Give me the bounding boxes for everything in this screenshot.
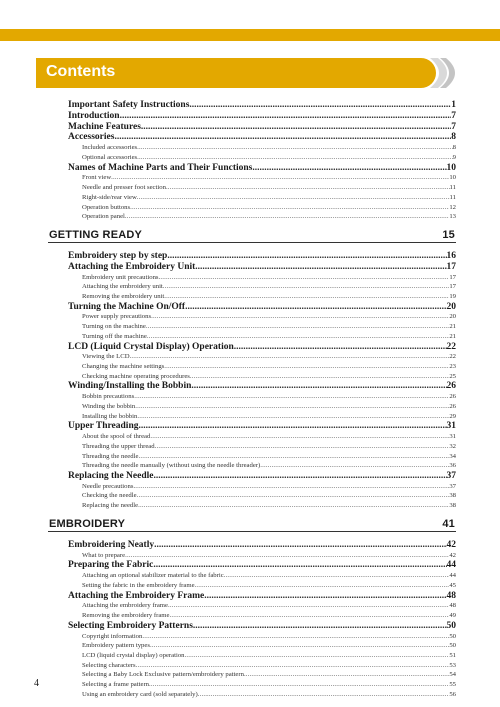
- dot-leader: [137, 491, 450, 501]
- dot-leader: [137, 153, 453, 163]
- dot-leader: [191, 381, 446, 392]
- toc-entry-title: Introduction: [68, 110, 120, 121]
- contents-header-band: [36, 58, 436, 88]
- toc-subentry-title: Using an embroidery card (sold separately): [82, 690, 198, 698]
- dot-leader: [195, 581, 450, 591]
- toc-entry-title: Attaching the Embroidery Unit: [68, 261, 196, 272]
- dot-leader: [163, 282, 450, 292]
- toc-subentry-page: 21: [449, 323, 456, 331]
- toc-subentry-title: Needle precautions: [82, 482, 134, 490]
- toc-subentry-title: Embroidery unit precautions: [82, 273, 159, 281]
- dot-leader: [141, 122, 451, 133]
- toc-entry-title: Upper Threading: [68, 421, 139, 432]
- toc-subentry[interactable]: [82, 661, 456, 671]
- toc-entry[interactable]: [68, 381, 456, 392]
- toc-subentry[interactable]: [82, 153, 456, 163]
- toc-subentry-page: 10: [449, 174, 456, 182]
- dot-leader: [137, 193, 450, 203]
- dot-leader: [224, 571, 450, 581]
- dot-leader: [154, 471, 447, 482]
- toc-subentry-title: Viewing the LCD: [82, 353, 130, 361]
- toc-subentry[interactable]: [82, 212, 456, 222]
- dot-leader: [260, 461, 449, 471]
- toc-subentry[interactable]: [82, 461, 456, 471]
- toc-subentry[interactable]: [82, 641, 456, 651]
- toc-entry-title: Winding/Installing the Bobbin: [68, 381, 192, 392]
- toc-subentry-page: 34: [449, 452, 456, 460]
- toc-subentry-page: 53: [449, 661, 456, 669]
- dot-leader: [252, 163, 446, 174]
- toc-entry[interactable]: [68, 122, 456, 133]
- page-title: Contents: [46, 63, 116, 80]
- toc-subentry[interactable]: [82, 392, 456, 402]
- dot-leader: [125, 551, 449, 561]
- dot-leader: [151, 312, 449, 322]
- dot-leader: [150, 432, 449, 442]
- toc-subentry-title: Turning off the machine: [82, 332, 147, 340]
- dot-leader: [168, 601, 449, 611]
- dot-leader: [193, 621, 447, 632]
- toc-entry[interactable]: [68, 540, 456, 551]
- toc-entry-title: LCD (Liquid Crystal Display) Operation: [68, 341, 234, 352]
- toc-subentry-page: 44: [449, 572, 456, 580]
- table-of-contents: [48, 100, 456, 699]
- toc-entry[interactable]: [68, 302, 456, 313]
- toc-subentry[interactable]: [82, 571, 456, 581]
- toc-entry-page: 10: [446, 162, 456, 173]
- dot-leader: [137, 143, 453, 153]
- toc-entry-page: 7: [451, 110, 456, 121]
- toc-subentry[interactable]: [82, 670, 456, 680]
- toc-subentry[interactable]: [82, 203, 456, 213]
- toc-entry[interactable]: [68, 591, 456, 602]
- dot-leader: [150, 641, 449, 651]
- dot-leader: [149, 680, 449, 690]
- toc-entry-page: 37: [446, 470, 456, 481]
- toc-subentry-page: 48: [449, 602, 456, 610]
- dot-leader: [198, 690, 450, 700]
- section-header[interactable]: [48, 518, 456, 532]
- toc-subentry[interactable]: [82, 312, 456, 322]
- toc-subentry[interactable]: [82, 611, 456, 621]
- toc-subentry-page: 19: [449, 292, 456, 300]
- dot-leader: [120, 111, 452, 122]
- toc-subentry-title: About the spool of thread: [82, 433, 151, 441]
- toc-entry-page: 8: [451, 132, 456, 143]
- dot-leader: [167, 251, 446, 262]
- toc-subentry-title: Removing the embroidery unit: [82, 292, 165, 300]
- toc-subentry-page: 23: [449, 363, 456, 371]
- dot-leader: [137, 412, 449, 422]
- toc-subentry-page: 20: [449, 313, 456, 321]
- toc-subentry-page: 49: [449, 612, 456, 620]
- toc-subentry-title: Selecting characters: [82, 661, 136, 669]
- toc-subentry-title: Operation buttons: [82, 203, 131, 211]
- toc-subentry-title: Threading the needle: [82, 452, 139, 460]
- toc-subentry[interactable]: [82, 352, 456, 362]
- toc-subentry[interactable]: [82, 332, 456, 342]
- toc-subentry-title: Threading the needle manually (without using the needle threader): [82, 462, 261, 470]
- toc-subentry[interactable]: [82, 402, 456, 412]
- dot-leader: [146, 322, 449, 332]
- toc-entry[interactable]: [68, 342, 456, 353]
- toc-subentry[interactable]: [82, 412, 456, 422]
- toc-subentry-title: Selecting a Baby Lock Exclusive pattern/embroidery pattern: [82, 671, 244, 679]
- dot-leader: [189, 100, 451, 111]
- toc-entry[interactable]: [68, 132, 456, 143]
- top-accent-bar: [0, 29, 500, 41]
- toc-subentry-page: 9: [452, 153, 456, 161]
- toc-subentry-title: Needle and presser foot section: [82, 184, 166, 192]
- toc-subentry[interactable]: [82, 482, 456, 492]
- toc-entry-page: 7: [451, 121, 456, 132]
- toc-subentry[interactable]: [82, 282, 456, 292]
- toc-subentry-page: 42: [449, 551, 456, 559]
- toc-subentry-page: 51: [449, 651, 456, 659]
- dot-leader: [155, 442, 450, 452]
- toc-entry-page: 17: [446, 261, 456, 272]
- toc-subentry[interactable]: [82, 551, 456, 561]
- toc-entry[interactable]: [68, 471, 456, 482]
- toc-entry-page: 16: [446, 250, 456, 261]
- toc-entry-page: 48: [446, 590, 456, 601]
- toc-entry[interactable]: [68, 621, 456, 632]
- toc-subentry-title: Attaching the embroidery unit: [82, 283, 163, 291]
- toc-entry-page: 26: [446, 381, 456, 392]
- toc-subentry-page: 38: [449, 502, 456, 510]
- toc-subentry-page: 38: [449, 492, 456, 500]
- dot-leader: [138, 421, 446, 432]
- toc-subentry[interactable]: [82, 193, 456, 203]
- toc-subentry-title: Setting the fabric in the embroidery frame: [82, 581, 195, 589]
- toc-subentry-title: Right-side/rear view: [82, 193, 137, 201]
- toc-entry-title: Attaching the Embroidery Frame: [68, 590, 205, 601]
- dot-leader: [147, 332, 449, 342]
- toc-subentry[interactable]: [82, 372, 456, 382]
- dot-leader: [204, 591, 446, 602]
- toc-subentry-page: 21: [449, 332, 456, 340]
- toc-subentry[interactable]: [82, 322, 456, 332]
- toc-subentry[interactable]: [82, 680, 456, 690]
- toc-subentry-title: What to prepare: [82, 551, 126, 559]
- toc-entry-page: 20: [446, 301, 456, 312]
- toc-subentry[interactable]: [82, 690, 456, 700]
- toc-entry-title: Embroidery step by step: [68, 250, 168, 261]
- toc-entry-title: Replacing the Needle: [68, 470, 154, 481]
- toc-subentry-page: 32: [449, 442, 456, 450]
- toc-entry-page: 1: [451, 100, 456, 110]
- toc-subentry[interactable]: [82, 143, 456, 153]
- dot-leader: [130, 203, 449, 213]
- header-swoosh-decoration: [428, 58, 464, 88]
- toc-entry-title: Selecting Embroidery Patterns: [68, 620, 193, 631]
- toc-subentry-title: Embroidery pattern types: [82, 642, 150, 650]
- toc-subentry[interactable]: [82, 362, 456, 372]
- dot-leader: [244, 670, 449, 680]
- toc-subentry-title: Power supply precautions: [82, 313, 152, 321]
- toc-entry-title: Preparing the Fabric: [68, 560, 154, 571]
- toc-subentry-title: LCD (liquid crystal display) operation: [82, 651, 185, 659]
- toc-subentry-page: 29: [449, 412, 456, 420]
- toc-subentry-title: Included accessories: [82, 144, 138, 152]
- toc-subentry-page: 17: [449, 283, 456, 291]
- section-title: GETTING READY: [49, 228, 143, 241]
- toc-subentry-title: Bobbin precautions: [82, 393, 135, 401]
- dot-leader: [138, 501, 449, 511]
- toc-subentry-page: 50: [449, 632, 456, 640]
- toc-subentry-page: 50: [449, 642, 456, 650]
- toc-subentry-page: 54: [449, 671, 456, 679]
- toc-subentry[interactable]: [82, 173, 456, 183]
- dot-leader: [166, 183, 450, 193]
- section-page: 41: [442, 517, 455, 530]
- toc-subentry-title: Turning on the machine: [82, 323, 146, 331]
- toc-entry[interactable]: [68, 100, 456, 111]
- dot-leader: [135, 402, 449, 412]
- toc-subentry[interactable]: [82, 452, 456, 462]
- toc-entry[interactable]: [68, 111, 456, 122]
- toc-subentry-page: 26: [449, 402, 456, 410]
- toc-entry[interactable]: [68, 251, 456, 262]
- toc-subentry-title: Attaching the embroidery frame: [82, 602, 168, 610]
- toc-subentry-title: Winding the bobbin: [82, 402, 136, 410]
- dot-leader: [133, 482, 449, 492]
- toc-subentry[interactable]: [82, 273, 456, 283]
- toc-subentry[interactable]: [82, 581, 456, 591]
- toc-subentry[interactable]: [82, 183, 456, 193]
- dot-leader: [111, 173, 449, 183]
- dot-leader: [164, 362, 449, 372]
- toc-subentry[interactable]: [82, 442, 456, 452]
- toc-subentry-title: Installing the bobbin: [82, 412, 138, 420]
- dot-leader: [190, 372, 449, 382]
- toc-subentry-title: Threading the upper thread: [82, 442, 155, 450]
- toc-subentry-page: 11: [449, 193, 456, 201]
- toc-subentry[interactable]: [82, 432, 456, 442]
- dot-leader: [153, 560, 446, 571]
- dot-leader: [136, 661, 450, 671]
- toc-entry-title: Names of Machine Parts and Their Functions: [68, 162, 253, 173]
- toc-subentry[interactable]: [82, 292, 456, 302]
- dot-leader: [185, 302, 446, 313]
- toc-subentry-title: Operation panel: [82, 213, 125, 221]
- toc-subentry-page: 37: [449, 482, 456, 490]
- toc-entry-title: Machine Features: [68, 121, 141, 132]
- toc-subentry-page: 31: [449, 433, 456, 441]
- toc-entry[interactable]: [68, 421, 456, 432]
- dot-leader: [195, 262, 446, 273]
- dot-leader: [185, 651, 450, 661]
- toc-subentry-title: Selecting a frame pattern: [82, 681, 150, 689]
- toc-subentry-title: Optional accessories: [82, 153, 138, 161]
- toc-subentry-page: 13: [449, 213, 456, 221]
- dot-leader: [164, 292, 449, 302]
- toc-subentry-page: 25: [449, 372, 456, 380]
- toc-subentry-title: Changing the machine settings: [82, 363, 165, 371]
- toc-subentry-page: 55: [449, 681, 456, 689]
- toc-subentry[interactable]: [82, 651, 456, 661]
- toc-subentry-page: 11: [449, 184, 456, 192]
- toc-entry-page: 22: [446, 341, 456, 352]
- toc-subentry-title: Front view: [82, 174, 112, 182]
- toc-subentry-page: 36: [449, 462, 456, 470]
- section-title: EMBROIDERY: [49, 517, 126, 530]
- dot-leader: [154, 540, 446, 551]
- toc-subentry[interactable]: [82, 491, 456, 501]
- toc-subentry-page: 45: [449, 581, 456, 589]
- section-page: 15: [442, 228, 455, 241]
- toc-subentry-title: Checking machine operating procedures: [82, 372, 190, 380]
- toc-entry-title: Embroidering Neatly: [68, 539, 155, 550]
- toc-subentry-title: Checking the needle: [82, 492, 137, 500]
- toc-entry-page: 31: [446, 421, 456, 432]
- toc-entry[interactable]: [68, 163, 456, 174]
- toc-entry-page: 42: [446, 539, 456, 550]
- toc-subentry[interactable]: [82, 632, 456, 642]
- dot-leader: [130, 352, 450, 362]
- page-number: 4: [34, 678, 39, 689]
- toc-entry-page: 50: [446, 620, 456, 631]
- toc-subentry[interactable]: [82, 501, 456, 511]
- toc-subentry-page: 22: [449, 353, 456, 361]
- toc-subentry-page: 12: [449, 203, 456, 211]
- dot-leader: [134, 392, 449, 402]
- toc-entry-page: 44: [446, 560, 456, 571]
- dot-leader: [138, 452, 449, 462]
- dot-leader: [114, 132, 451, 143]
- toc-subentry-title: Replacing the needle: [82, 502, 139, 510]
- dot-leader: [234, 342, 447, 353]
- toc-subentry-page: 17: [449, 273, 456, 281]
- toc-subentry-title: Copyright information: [82, 632, 143, 640]
- toc-subentry-title: Removing the embroidery frame: [82, 612, 170, 620]
- dot-leader: [159, 273, 450, 283]
- toc-subentry[interactable]: [82, 601, 456, 611]
- toc-entry-title: Turning the Machine On/Off: [68, 301, 186, 312]
- dot-leader: [169, 611, 449, 621]
- toc-subentry-page: 56: [449, 690, 456, 698]
- dot-leader: [142, 632, 449, 642]
- toc-entry[interactable]: [68, 560, 456, 571]
- section-header[interactable]: [48, 229, 456, 243]
- toc-entry-title: Accessories: [68, 132, 115, 143]
- dot-leader: [125, 212, 449, 222]
- toc-subentry-title: Attaching an optional stabilizer material to the fabric: [82, 572, 224, 580]
- toc-entry-title: Important Safety Instructions: [68, 100, 190, 110]
- toc-entry[interactable]: [68, 262, 456, 273]
- toc-subentry-page: 26: [449, 393, 456, 401]
- toc-subentry-page: 8: [452, 144, 456, 152]
